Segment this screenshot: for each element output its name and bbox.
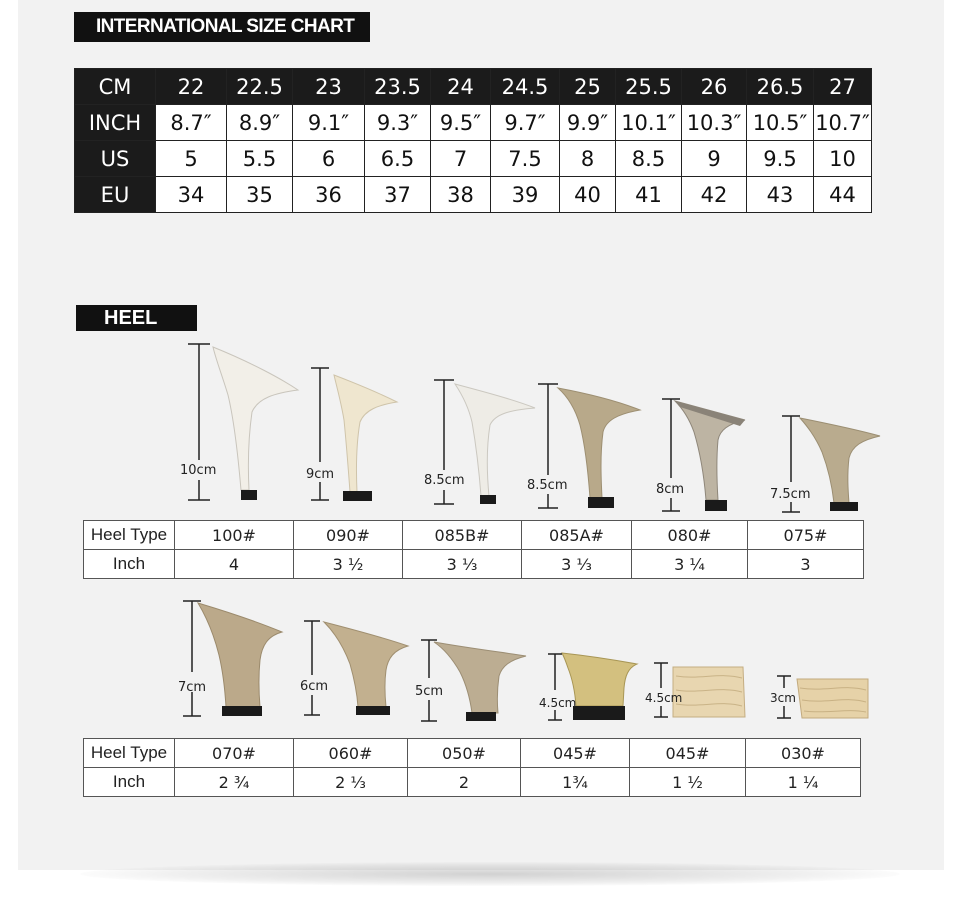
heel-shape: [324, 622, 408, 707]
heel-inch-row: [84, 550, 864, 579]
size-cell: 26.5: [747, 69, 814, 105]
heel-table-1: [83, 520, 864, 579]
row-label: Inch: [84, 768, 175, 797]
heel-type-cell: 060#: [294, 739, 408, 768]
heel-070-illustration: [178, 601, 282, 716]
size-cell: 7: [431, 141, 491, 177]
heel-inch-row: [84, 768, 861, 797]
heel-shape: [213, 347, 298, 490]
heel-050-illustration: [415, 640, 526, 721]
size-cell: 34: [156, 177, 227, 213]
heel-inch-cell: 2 ¾: [175, 768, 294, 797]
size-cell: 23.5: [365, 69, 431, 105]
size-cell: 37: [365, 177, 431, 213]
size-cell: 23: [293, 69, 365, 105]
heel-tip: [705, 500, 727, 511]
height-label: 6cm: [300, 679, 329, 694]
heel-tip: [573, 706, 625, 720]
heel-tip: [588, 497, 614, 508]
size-cell: 6: [293, 141, 365, 177]
size-cell: 8.9″: [227, 105, 293, 141]
size-cell: 25.5: [616, 69, 682, 105]
heel-shape: [673, 667, 745, 717]
size-cell: 36: [293, 177, 365, 213]
heel-tip: [241, 490, 257, 500]
height-label: 4.5cm: [645, 691, 683, 705]
size-cell: 9.7″: [491, 105, 560, 141]
size-cell: 8.5: [616, 141, 682, 177]
heel-075-illustration: [770, 416, 880, 512]
size-cell: 8: [560, 141, 616, 177]
size-cell: 24.5: [491, 69, 560, 105]
size-cell: 43: [747, 177, 814, 213]
size-cell: 25: [560, 69, 616, 105]
heel-shape: [198, 603, 282, 707]
size-cell: 44: [814, 177, 872, 213]
height-label: 8cm: [656, 482, 685, 497]
heel-tip: [480, 495, 496, 504]
size-cell: 41: [616, 177, 682, 213]
size-cell: 5: [156, 141, 227, 177]
height-label: 7cm: [178, 680, 207, 695]
heel-shape: [558, 388, 640, 498]
heel-type-cell: 050#: [408, 739, 521, 768]
heel-inch-cell: 3 ¼: [632, 550, 748, 579]
heel-030-wood-illustration: [770, 676, 868, 718]
height-marker: [304, 621, 320, 715]
size-cell: 22: [156, 69, 227, 105]
heel-type-row: [84, 521, 864, 550]
size-cell: 9.9″: [560, 105, 616, 141]
heel-shape: [455, 384, 535, 496]
size-cell: 42: [682, 177, 747, 213]
heel-shape: [434, 642, 526, 713]
size-cell: 8.7″: [156, 105, 227, 141]
size-cell: 9.5″: [431, 105, 491, 141]
heel-section-title: HEEL: [76, 305, 197, 331]
size-cell: 6.5: [365, 141, 431, 177]
heel-tip: [343, 491, 372, 501]
height-marker: [654, 663, 668, 717]
heel-100-illustration: [180, 344, 298, 500]
row-label: INCH: [75, 105, 156, 141]
row-label: Inch: [84, 550, 175, 579]
size-cell: 26: [682, 69, 747, 105]
height-label: 9cm: [306, 467, 335, 482]
heel-inch-cell: 1¾: [521, 768, 630, 797]
heel-inch-cell: 3 ½: [294, 550, 403, 579]
heel-tip: [222, 706, 262, 716]
heel-type-cell: 070#: [175, 739, 294, 768]
heel-tip: [466, 712, 496, 721]
heel-085b-illustration: [424, 380, 535, 504]
heel-inch-cell: 1 ¼: [746, 768, 861, 797]
size-cell: 9.1″: [293, 105, 365, 141]
heel-inch-cell: 1 ½: [630, 768, 746, 797]
row-label: Heel Type: [84, 739, 175, 768]
heel-type-cell: 045#: [630, 739, 746, 768]
row-label: CM: [75, 69, 156, 105]
heel-060-illustration: [300, 621, 408, 715]
size-cell: 40: [560, 177, 616, 213]
row-label: US: [75, 141, 156, 177]
size-cell: 35: [227, 177, 293, 213]
row-label: EU: [75, 177, 156, 213]
height-label: 5cm: [415, 684, 444, 699]
heel-090-illustration: [306, 368, 397, 501]
heel-type-row: [84, 739, 861, 768]
heel-type-cell: 085B#: [403, 521, 522, 550]
heel-inch-cell: 2: [408, 768, 521, 797]
heel-type-cell: 080#: [632, 521, 748, 550]
height-label: 8.5cm: [527, 478, 568, 493]
heel-045-yellow-illustration: [539, 653, 637, 720]
height-marker: [183, 601, 201, 716]
heel-085a-illustration: [527, 384, 640, 508]
size-cell: 10.7″: [814, 105, 872, 141]
heel-inch-cell: 4: [175, 550, 294, 579]
heel-tip: [830, 502, 858, 511]
size-cell: 9.5: [747, 141, 814, 177]
heel-045-wood-illustration: [645, 663, 745, 717]
heel-080-illustration: [656, 399, 745, 511]
size-cell: 22.5: [227, 69, 293, 105]
size-cell: 10.1″: [616, 105, 682, 141]
heel-table-2: [83, 738, 861, 797]
size-cell: 10: [814, 141, 872, 177]
heel-type-cell: 085A#: [522, 521, 632, 550]
height-marker: [548, 654, 562, 720]
heel-shape: [797, 679, 868, 718]
heel-shape: [800, 418, 880, 503]
height-label: 4.5cm: [539, 696, 577, 710]
size-cell: 39: [491, 177, 560, 213]
size-cell: 9.3″: [365, 105, 431, 141]
height-marker: [421, 640, 437, 721]
heel-type-cell: 045#: [521, 739, 630, 768]
size-cell: 7.5: [491, 141, 560, 177]
heel-type-cell: 090#: [294, 521, 403, 550]
size-cell: 5.5: [227, 141, 293, 177]
heel-type-cell: 100#: [175, 521, 294, 550]
size-cell: 10.3″: [682, 105, 747, 141]
heel-shape: [334, 375, 397, 492]
height-label: 7.5cm: [770, 487, 811, 502]
heel-tip: [356, 706, 390, 715]
size-cell: 9: [682, 141, 747, 177]
heel-type-cell: 075#: [748, 521, 864, 550]
heel-type-cell: 030#: [746, 739, 861, 768]
row-label: Heel Type: [84, 521, 175, 550]
heel-inch-cell: 3 ⅓: [522, 550, 632, 579]
height-label: 3cm: [770, 691, 796, 705]
size-cell: 24: [431, 69, 491, 105]
heel-inch-cell: 2 ⅓: [294, 768, 408, 797]
size-cell: 10.5″: [747, 105, 814, 141]
heel-inch-cell: 3 ⅓: [403, 550, 522, 579]
heel-inch-cell: 3: [748, 550, 864, 579]
size-cell: 27: [814, 69, 872, 105]
size-cell: 38: [431, 177, 491, 213]
height-label: 8.5cm: [424, 473, 465, 488]
size-chart-title: INTERNATIONAL SIZE CHART: [74, 12, 370, 42]
height-label: 10cm: [180, 463, 217, 478]
